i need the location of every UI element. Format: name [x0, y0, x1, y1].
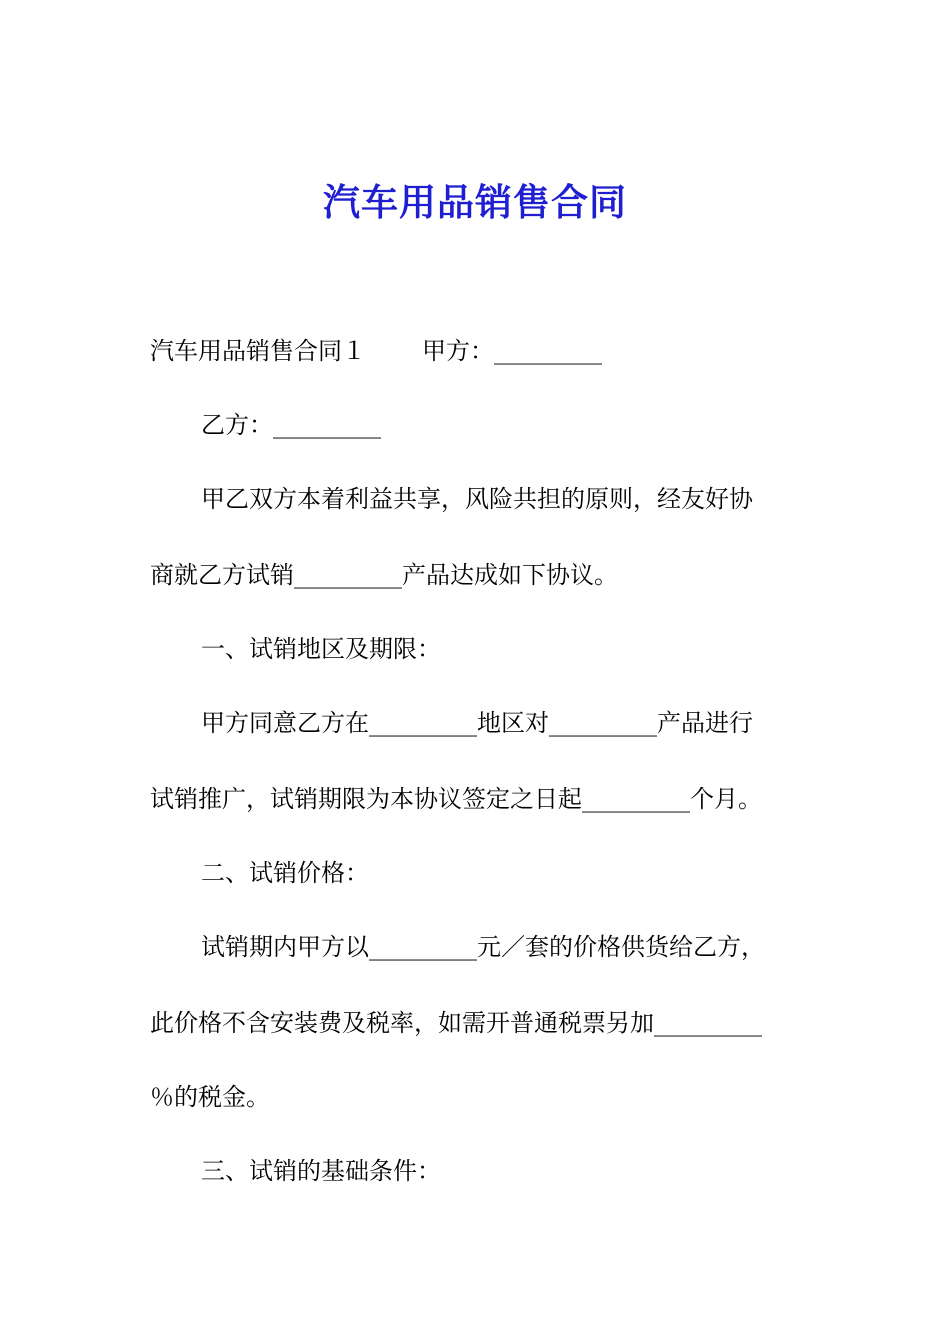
section-heading: 一、试销地区及期限：	[201, 635, 441, 663]
document-title: 汽车用品销售合同	[323, 180, 627, 224]
paragraph-line: 此价格不含安装费及税率，如需开普通税票另加_________	[150, 1009, 762, 1037]
section-heading: 三、试销的基础条件：	[201, 1157, 441, 1185]
contract-number-label: 汽车用品销售合同１	[150, 337, 366, 365]
party-a-field: 甲方：_________	[422, 337, 602, 365]
paragraph-line: 试销期内甲方以_________元／套的价格供货给乙方，	[201, 933, 765, 961]
paragraph-line: ％的税金。	[150, 1083, 270, 1111]
paragraph-line: 甲乙双方本着利益共享，风险共担的原则，经友好协	[201, 485, 753, 513]
paragraph-line: 试销推广，试销期限为本协议签定之日起_________个月。	[150, 785, 762, 813]
section-heading: 二、试销价格：	[201, 859, 369, 887]
contract-heading-line	[150, 334, 602, 368]
paragraph-line: 商就乙方试销_________产品达成如下协议。	[150, 561, 618, 589]
party-b-field: 乙方：_________	[201, 411, 381, 439]
paragraph-line: 甲方同意乙方在_________地区对_________产品进行	[201, 709, 753, 737]
